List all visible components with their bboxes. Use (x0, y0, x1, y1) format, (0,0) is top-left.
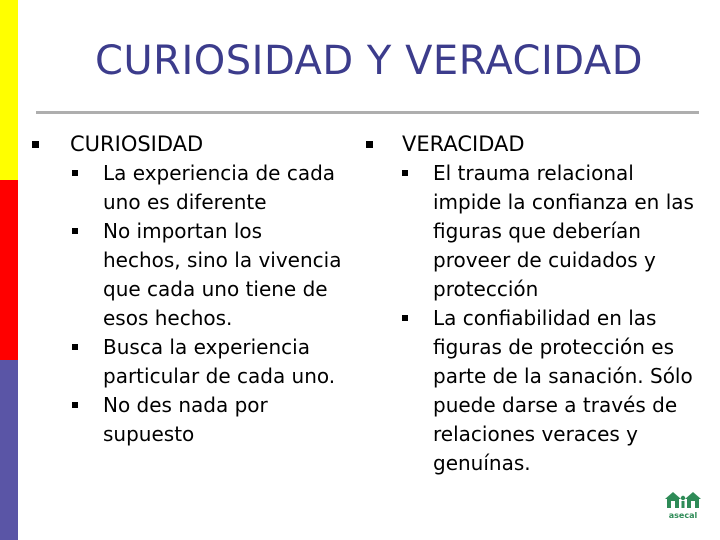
people-houses-icon (663, 488, 703, 520)
asecal-logo (663, 488, 703, 520)
list-item (400, 304, 705, 478)
column-heading: CURIOSIDAD (70, 132, 204, 156)
square-bullet-icon (402, 170, 408, 176)
square-bullet-icon (72, 344, 78, 350)
title-divider (36, 111, 699, 114)
list-item-text: La confiabilidad en las figuras de protección es parte de la sanación. Sólo puede darse a través de relaciones veraces y genuínas. (433, 306, 693, 475)
square-bullet-icon (366, 141, 373, 148)
column-heading: VERACIDAD (402, 132, 525, 156)
list-item-text: El trauma relacional impide la confianza en las figuras que deberían proveer de cuidados y protección (433, 161, 694, 301)
square-bullet-icon (72, 402, 78, 408)
square-bullet-icon (72, 170, 78, 176)
accent-stripe-red (0, 180, 18, 360)
square-bullet-icon (72, 228, 78, 234)
list-item (70, 217, 343, 333)
bullet-heading (28, 130, 368, 159)
accent-stripe-yellow (0, 0, 18, 180)
square-bullet-icon (402, 315, 408, 321)
slide-title: CURIOSIDAD Y VERACIDAD (94, 38, 644, 84)
bullet-heading (362, 130, 712, 159)
list-item-text: No importan los hechos, sino la vivencia que cada uno tiene de esos hechos. (103, 219, 342, 330)
list-item (400, 159, 703, 304)
list-item (70, 159, 343, 217)
right-column (362, 130, 712, 478)
logo-text: asecal (668, 511, 698, 520)
list-item-text: No des nada por supuesto (103, 393, 268, 446)
list-item (70, 391, 303, 449)
square-bullet-icon (32, 141, 39, 148)
list-item (70, 333, 368, 391)
list-item-text: La experiencia de cada uno es diferente (103, 161, 336, 214)
accent-stripe-blue (0, 360, 18, 540)
left-column (28, 130, 368, 449)
list-item-text: Busca la experiencia particular de cada uno. (103, 335, 336, 388)
